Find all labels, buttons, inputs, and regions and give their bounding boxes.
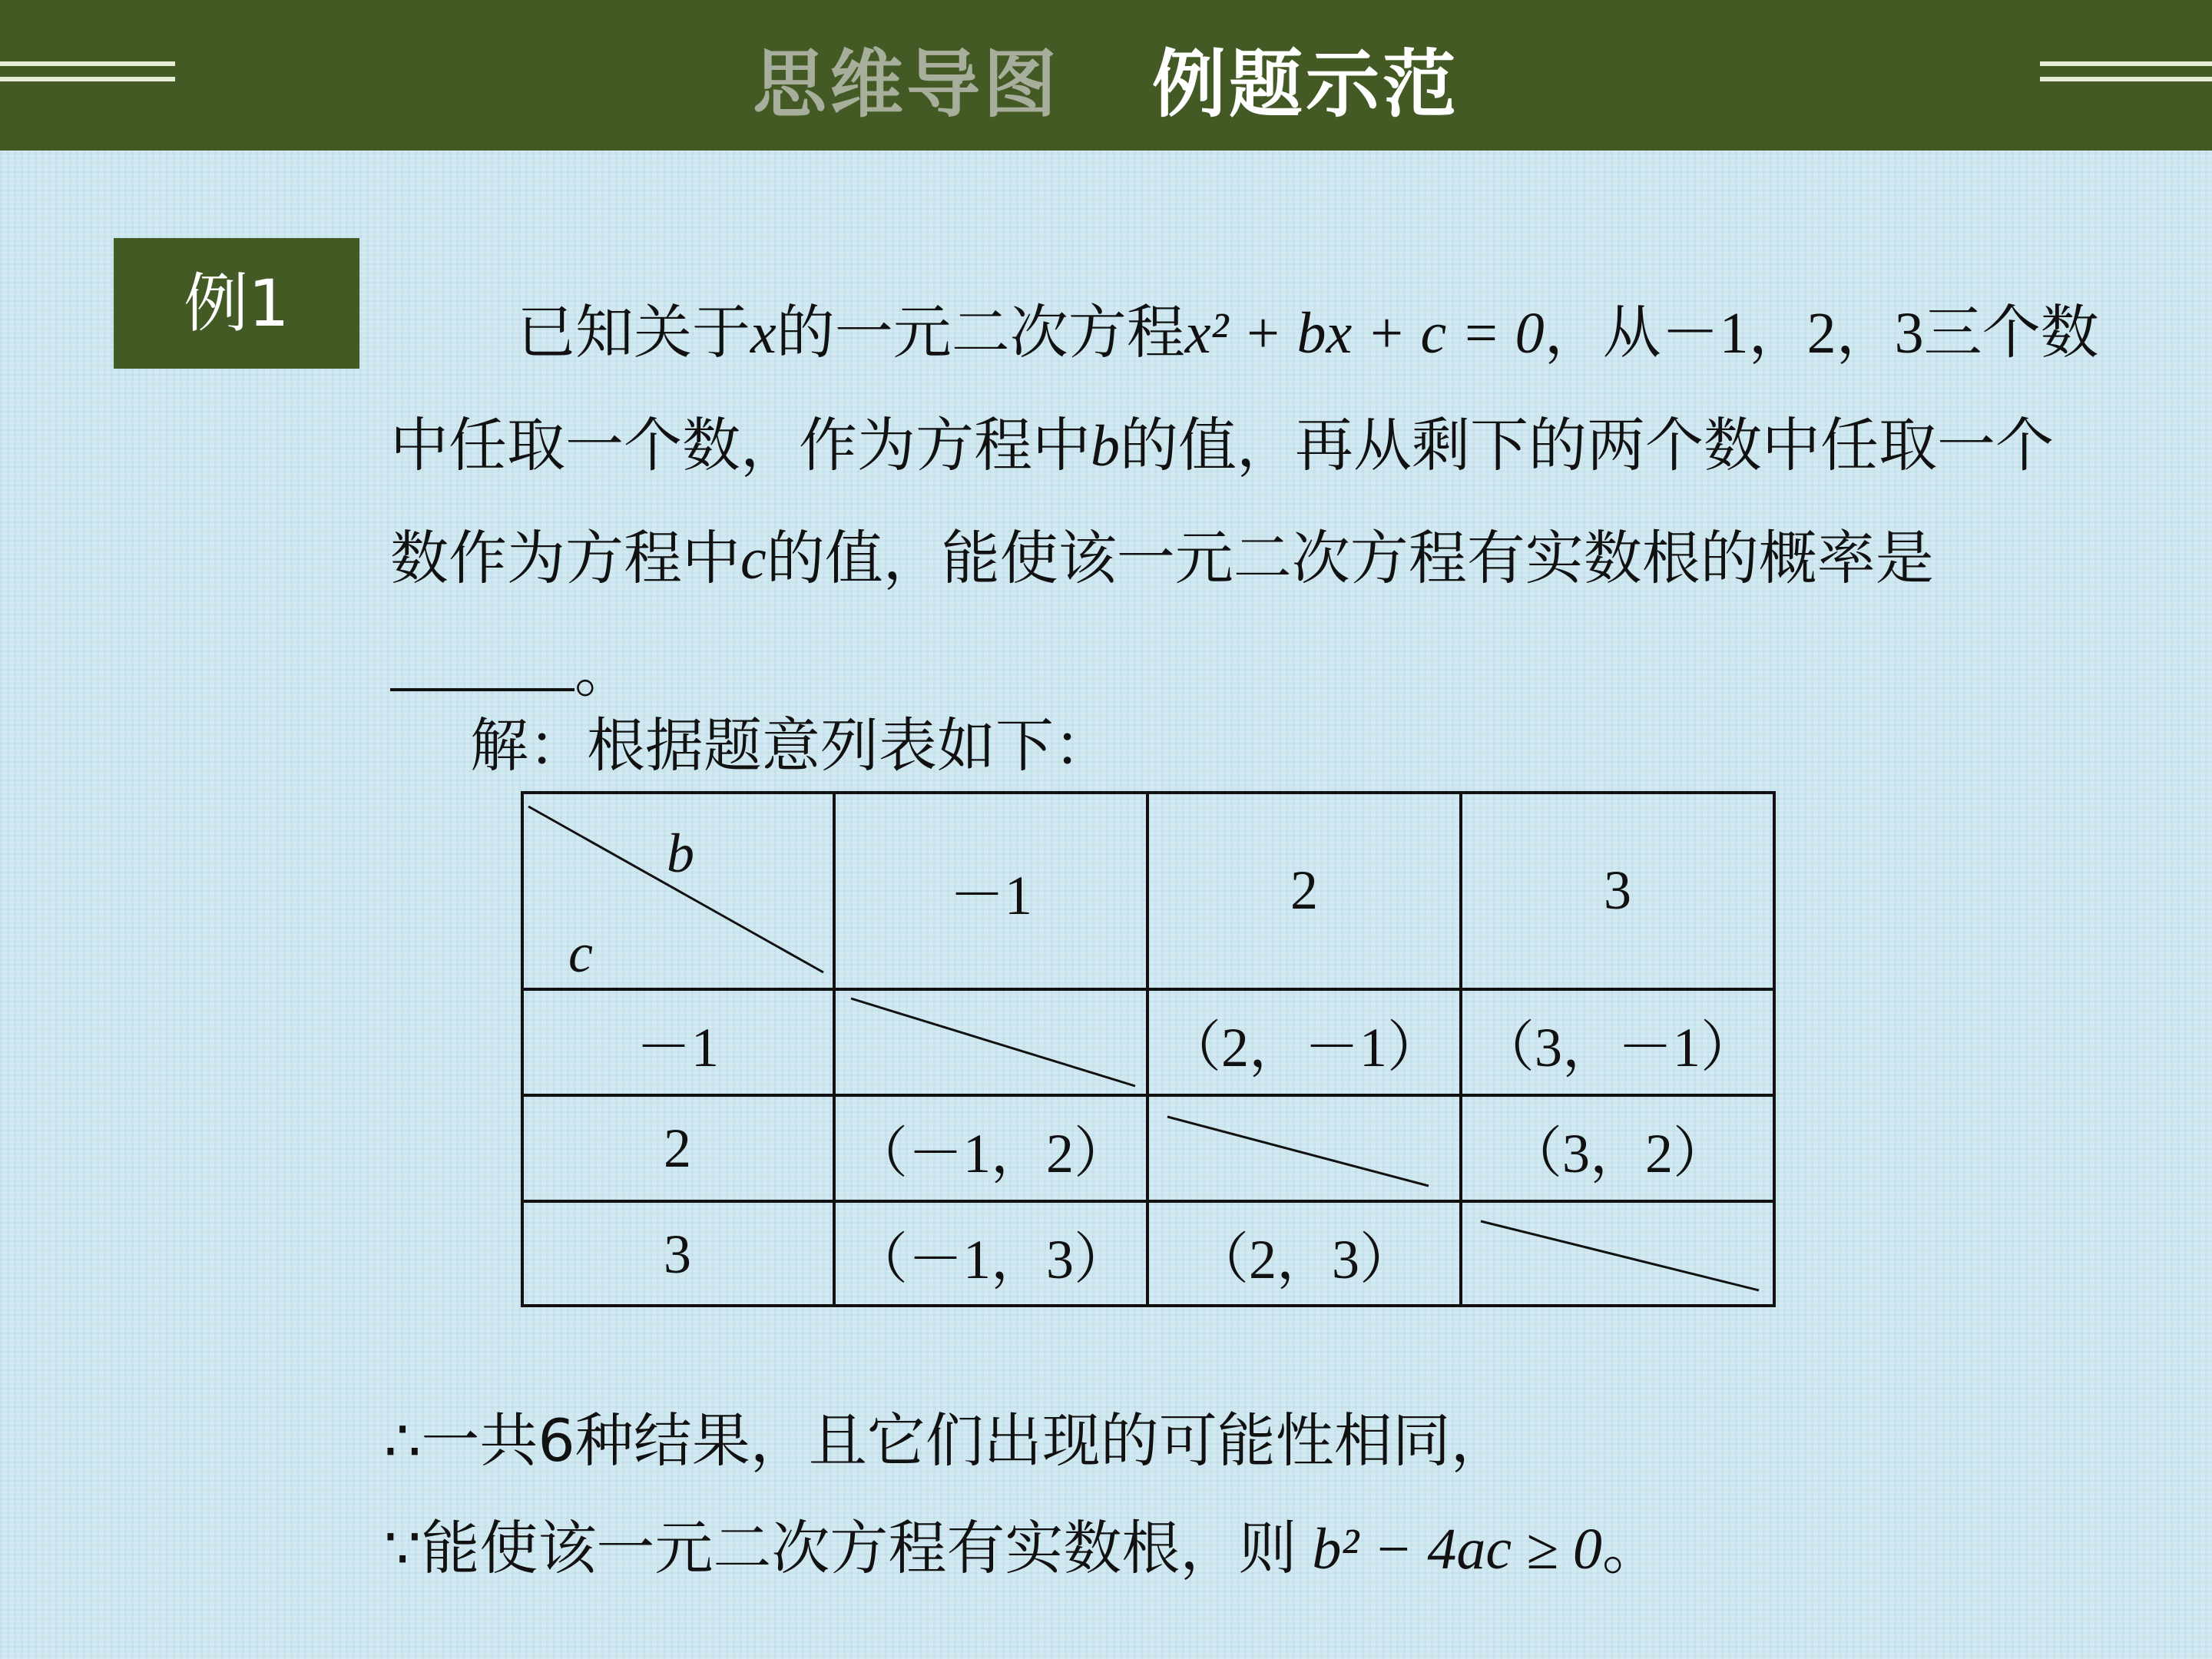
header-bar xyxy=(0,0,2212,151)
problem-line-3 xyxy=(390,502,2157,615)
column-header: 2 xyxy=(1290,859,1318,921)
problem-statement xyxy=(390,276,2157,727)
problem-line-1 xyxy=(390,276,2157,389)
answer-blank xyxy=(390,642,575,691)
problem-text: 中任取一个数，作为方程中 xyxy=(390,411,1091,479)
problem-text: 的一元二次方程 xyxy=(776,298,1185,366)
problem-text: 三个数 xyxy=(1923,298,2099,366)
table-cell: （2，3） xyxy=(1193,1229,1415,1290)
table-cell: （－1，2） xyxy=(852,1123,1129,1184)
problem-text: 已知关于 xyxy=(517,298,750,366)
problem-text: 的值，能使该一元二次方程有实数根的概率是 xyxy=(766,524,1934,592)
variable-x: x xyxy=(750,301,777,366)
problem-text: 数作为方程中 xyxy=(390,524,740,592)
solution-intro: 解：根据题意列表如下： xyxy=(470,711,1112,780)
discriminant-inequality: b² − 4ac ≥ 0 xyxy=(1312,1517,1602,1581)
number-set: －1，2，3 xyxy=(1661,301,1924,366)
row-header: －1 xyxy=(635,1017,719,1078)
header-active-title[interactable]: 例题示范 xyxy=(1152,41,1459,127)
conclusion-line-1: ∴一共6种结果，且它们出现的可能性相同， xyxy=(384,1406,1509,1475)
table-cell: （3，－1） xyxy=(1479,1017,1756,1078)
column-header: 3 xyxy=(1604,859,1631,921)
diagonal-slash xyxy=(1481,1221,1759,1290)
table-cell: （2，－1） xyxy=(1165,1017,1442,1078)
diagonal-slash xyxy=(1167,1117,1429,1186)
outcome-table xyxy=(521,791,1776,1307)
table-cell: （－1，3） xyxy=(852,1229,1129,1290)
conclusion-text: ∵能使该一元二次方程有实数根，则 xyxy=(384,1514,1297,1582)
row-header: 2 xyxy=(664,1117,691,1179)
corner-label-b: b xyxy=(667,823,694,884)
equation: x² + bx + c = 0 xyxy=(1184,301,1545,366)
problem-text: 。 xyxy=(575,637,633,705)
corner-label-c: c xyxy=(568,922,593,984)
conclusion-text: 。 xyxy=(1601,1514,1661,1582)
problem-line-2 xyxy=(390,389,2157,502)
conclusion-line-2 xyxy=(384,1502,1661,1585)
example-label: 例1 xyxy=(114,238,359,369)
column-header: －1 xyxy=(949,865,1032,926)
problem-text: ，从 xyxy=(1544,298,1661,366)
variable-c: c xyxy=(740,527,767,591)
row-header: 3 xyxy=(664,1223,691,1285)
diagonal-slash xyxy=(851,998,1135,1086)
header-section-title[interactable]: 思维导图 xyxy=(753,41,1060,127)
variable-b: b xyxy=(1091,414,1120,478)
problem-text: 的值，再从剩下的两个数中任取一个 xyxy=(1120,411,2054,479)
header-title xyxy=(0,26,2212,131)
table-cell: （3，2） xyxy=(1506,1123,1728,1184)
